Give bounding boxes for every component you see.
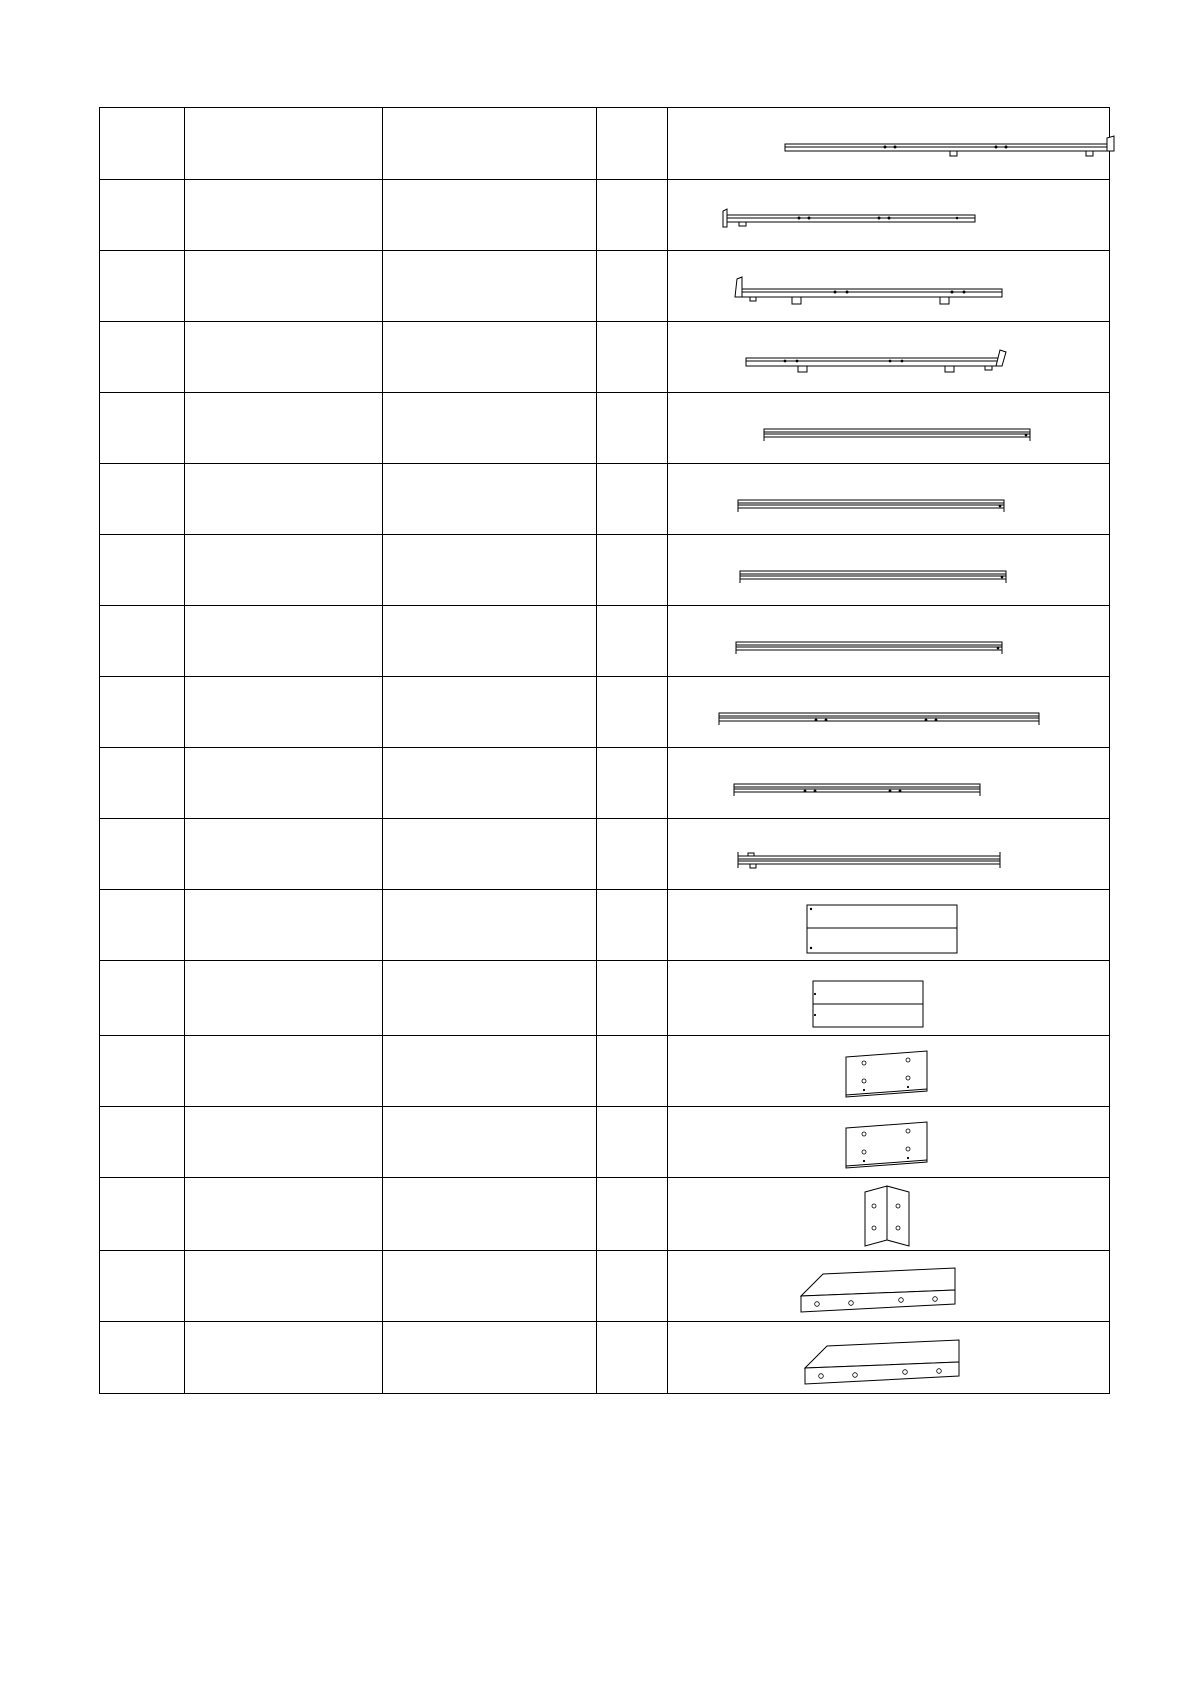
channel-rail-with-holes-icon (730, 766, 984, 800)
cell-specification (383, 961, 597, 1036)
cell-specification (383, 677, 597, 748)
cell-illustration (668, 535, 1110, 606)
angled-brace-icon (799, 1256, 959, 1316)
cell-specification (383, 180, 597, 251)
cell-no (100, 606, 185, 677)
cell-illustration (668, 819, 1110, 890)
cell-illustration (668, 748, 1110, 819)
cell-illustration (668, 464, 1110, 535)
cell-part-name (185, 322, 383, 393)
cell-part-name (185, 677, 383, 748)
cell-part-name (185, 890, 383, 961)
table-row (100, 819, 1110, 890)
cell-quantity (597, 464, 668, 535)
cell-specification (383, 1322, 597, 1394)
cell-illustration (668, 1036, 1110, 1107)
cell-quantity (597, 535, 668, 606)
cell-specification (383, 819, 597, 890)
cell-quantity (597, 180, 668, 251)
cell-quantity (597, 1322, 668, 1394)
cell-no (100, 1036, 185, 1107)
cell-no (100, 464, 185, 535)
cell-specification (383, 748, 597, 819)
connector-plate-icon (842, 1039, 932, 1103)
table-row (100, 961, 1110, 1036)
cell-quantity (597, 1251, 668, 1322)
channel-rail-icon (736, 553, 1010, 587)
table-row (100, 535, 1110, 606)
cell-specification (383, 1251, 597, 1322)
cell-no (100, 748, 185, 819)
cell-no (100, 890, 185, 961)
cell-specification (383, 251, 597, 322)
cell-no (100, 535, 185, 606)
cell-specification (383, 606, 597, 677)
rail-with-right-bracket-and-tabs-icon (740, 338, 1010, 376)
table-row (100, 108, 1110, 180)
cell-quantity (597, 393, 668, 464)
channel-rail-with-tab-icon (734, 836, 1004, 872)
table-row (100, 1322, 1110, 1394)
cell-no (100, 251, 185, 322)
cell-quantity (597, 606, 668, 677)
cell-part-name (185, 1036, 383, 1107)
cell-part-name (185, 1178, 383, 1251)
cell-no (100, 1107, 185, 1178)
channel-rail-icon (760, 411, 1034, 445)
cell-specification (383, 1178, 597, 1251)
cell-part-name (185, 108, 383, 180)
corner-bracket-icon (861, 1178, 913, 1250)
cell-quantity (597, 961, 668, 1036)
cell-specification (383, 322, 597, 393)
cell-part-name (185, 1251, 383, 1322)
cell-part-name (185, 961, 383, 1036)
cell-illustration (668, 677, 1110, 748)
cell-specification (383, 535, 597, 606)
long-rail-with-end-bracket-icon (783, 124, 1119, 164)
table-row (100, 322, 1110, 393)
parts-table (99, 107, 1110, 1394)
cell-specification (383, 890, 597, 961)
rail-with-left-bracket-and-tabs-icon (732, 265, 1006, 307)
cell-no (100, 322, 185, 393)
cell-no (100, 819, 185, 890)
table-row (100, 748, 1110, 819)
cell-illustration (668, 961, 1110, 1036)
cell-illustration (668, 322, 1110, 393)
cell-illustration (668, 1322, 1110, 1394)
cell-part-name (185, 1107, 383, 1178)
connector-plate-icon (842, 1110, 932, 1174)
cell-part-name (185, 1322, 383, 1394)
angled-brace-icon (803, 1328, 963, 1388)
table-row (100, 464, 1110, 535)
table-row (100, 890, 1110, 961)
cell-no (100, 677, 185, 748)
cell-specification (383, 108, 597, 180)
cell-specification (383, 393, 597, 464)
cell-quantity (597, 322, 668, 393)
cell-illustration (668, 108, 1110, 180)
cell-illustration (668, 393, 1110, 464)
table-row (100, 1251, 1110, 1322)
table-row (100, 606, 1110, 677)
cell-illustration (668, 251, 1110, 322)
cell-no (100, 961, 185, 1036)
cell-part-name (185, 393, 383, 464)
cell-quantity (597, 1178, 668, 1251)
cell-part-name (185, 535, 383, 606)
cell-no (100, 1322, 185, 1394)
cell-illustration (668, 1251, 1110, 1322)
channel-rail-icon (732, 624, 1006, 658)
table-row (100, 393, 1110, 464)
cell-quantity (597, 890, 668, 961)
cell-quantity (597, 819, 668, 890)
table-row (100, 180, 1110, 251)
cell-part-name (185, 606, 383, 677)
cell-part-name (185, 180, 383, 251)
cell-illustration (668, 1178, 1110, 1251)
cell-quantity (597, 251, 668, 322)
table-row (100, 1036, 1110, 1107)
table-row (100, 677, 1110, 748)
cell-illustration (668, 180, 1110, 251)
cell-quantity (597, 677, 668, 748)
table-row (100, 1107, 1110, 1178)
cell-part-name (185, 464, 383, 535)
rail-with-left-bracket-icon (719, 197, 979, 233)
narrow-panel-icon (811, 967, 927, 1029)
wide-panel-icon (805, 893, 961, 957)
cell-quantity (597, 748, 668, 819)
cell-no (100, 1178, 185, 1251)
cell-illustration (668, 890, 1110, 961)
channel-rail-icon (734, 482, 1008, 516)
table-row (100, 1178, 1110, 1251)
cell-specification (383, 1036, 597, 1107)
cell-illustration (668, 606, 1110, 677)
cell-illustration (668, 1107, 1110, 1178)
long-channel-rail-with-holes-icon (716, 695, 1042, 729)
cell-quantity (597, 108, 668, 180)
cell-no (100, 180, 185, 251)
cell-quantity (597, 1107, 668, 1178)
cell-quantity (597, 1036, 668, 1107)
cell-no (100, 1251, 185, 1322)
cell-no (100, 108, 185, 180)
cell-part-name (185, 819, 383, 890)
table-row (100, 251, 1110, 322)
cell-part-name (185, 251, 383, 322)
cell-no (100, 393, 185, 464)
cell-specification (383, 464, 597, 535)
cell-part-name (185, 748, 383, 819)
cell-specification (383, 1107, 597, 1178)
